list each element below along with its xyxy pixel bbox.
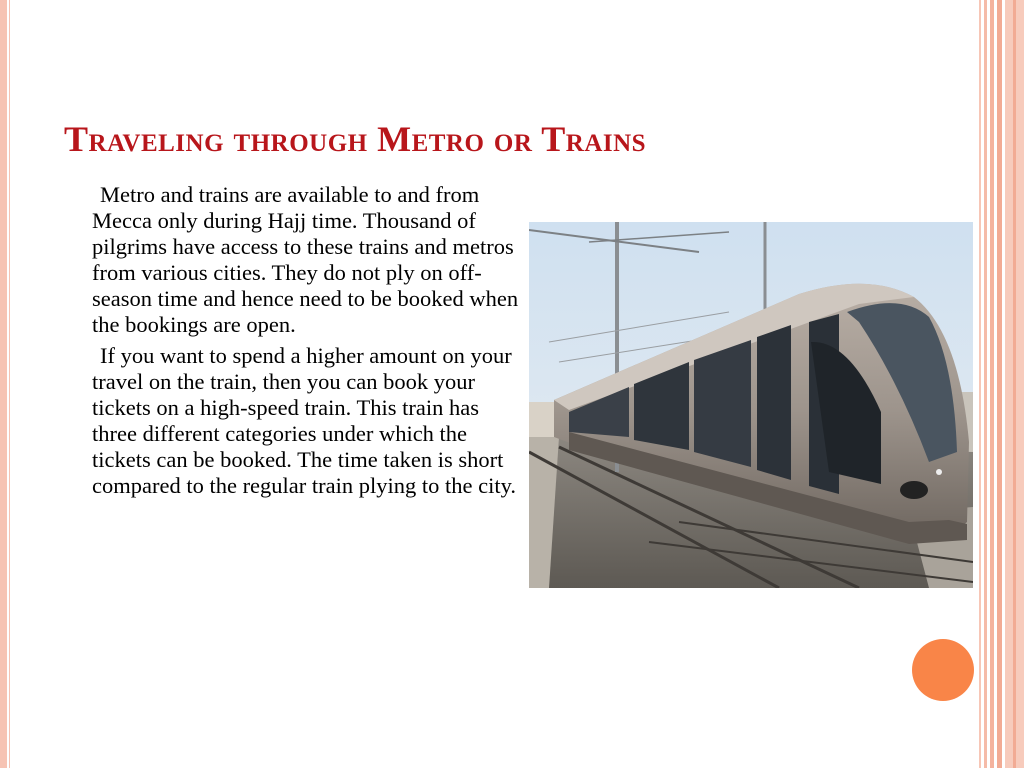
right-border-stripe — [990, 0, 994, 768]
left-border-line — [9, 0, 10, 768]
left-border-stripe — [0, 0, 7, 768]
right-border-stripe — [979, 0, 981, 768]
tram-photo — [529, 222, 973, 588]
right-border-stripe — [997, 0, 1002, 768]
slide-body — [92, 182, 524, 504]
right-border-stripe — [984, 0, 987, 768]
paragraph-high-speed-train: If you want to spend a higher amount on your travel on the train, then you can book your tickets on a high-speed train. This train has three different categories under which the tickets can be booked. The time taken is short compared to the regular train plying to the city. — [92, 343, 517, 498]
right-border-stripe — [1013, 0, 1016, 768]
slide-title: Traveling through Metro or Trains — [64, 119, 647, 159]
decorative-circle — [912, 639, 974, 701]
paragraph-metro-availability: Metro and trains are available to and from Mecca only during Hajj time. Thousand of pilgrims have access to these trains and metros from various cities. They do not ply on off-season time and hence need to be booked when the bookings are open. — [92, 182, 519, 337]
